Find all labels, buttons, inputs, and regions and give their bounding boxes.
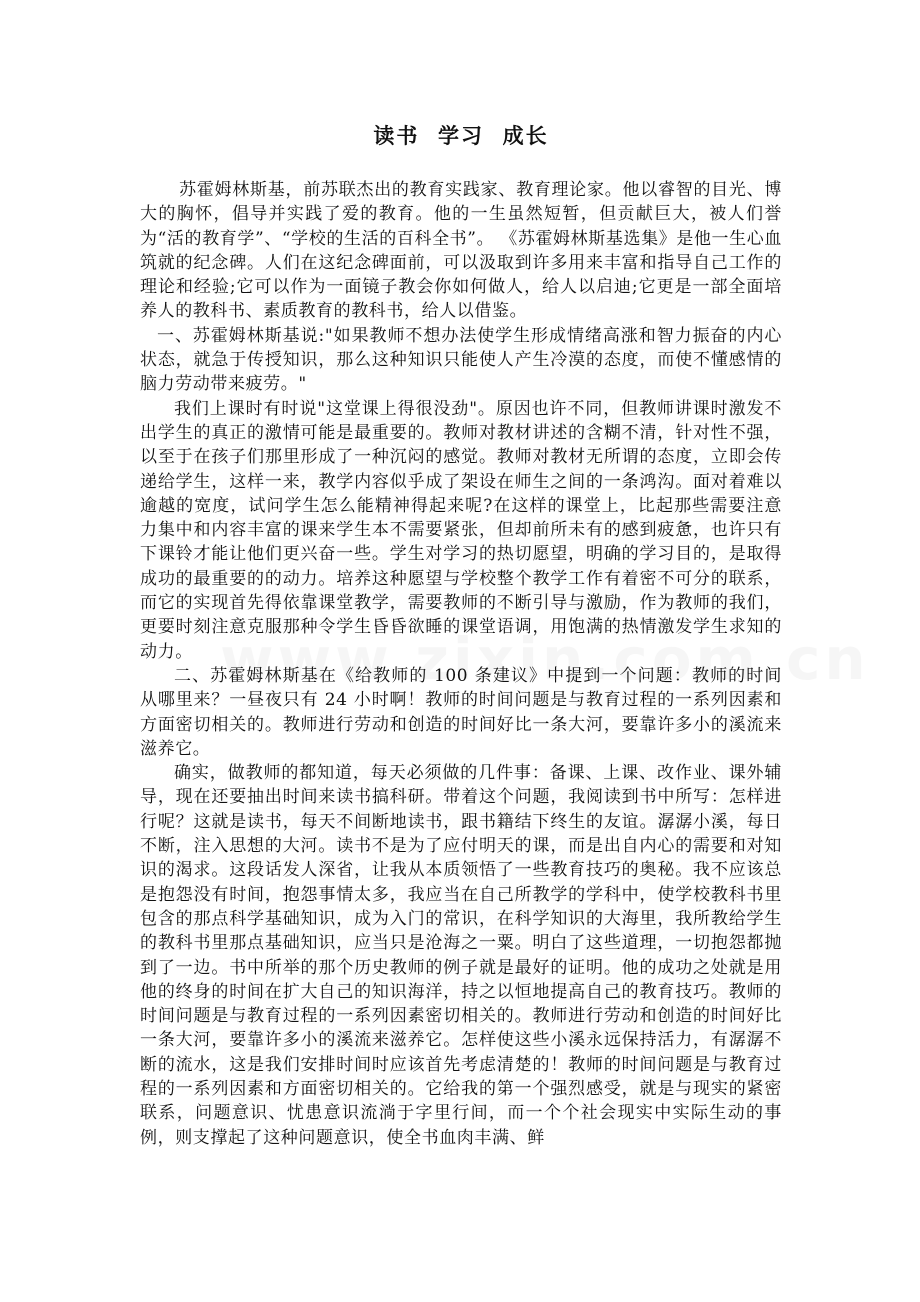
paragraph-section-one: 一、苏霍姆林斯基说:"如果教师不想办法使学生形成情绪高涨和智力振奋的内心状态，就急于传授知识，那么这种知识只能使人产生冷漠的态度，而使不懂感情的脑力劳动带来疲劳。" xyxy=(140,325,782,395)
paragraph-section-two: 二、苏霍姆林斯基在《给教师的 100 条建议》中提到一个问题：教师的时间从哪里来？一昼夜只有 24 小时啊！教师的时间问题是与教育过程的一系列因素和方面密切相关的。教师进行劳动和创造的时间好比一条大河，要靠许多小的溪流来滋养它。 xyxy=(140,665,782,759)
paragraph-reading: 确实，做教师的都知道，每天必须做的几件事：备课、上课、改作业、课外辅导，现在还要抽出时间来读书搞科研。带着这个问题，我阅读到书中所写：怎样进行呢？这就是读书，每天不间断地读书，跟书籍结下终生的友谊。潺潺小溪，每日不断，注入思想的大河。读书不是为了应付明天的课，而是出自内心的需要和对知识的渴求。这段话发人深省，让我从本质领悟了一些教育技巧的奥秘。我不应该总是抱怨没有时间，抱怨事情太多，我应当在自己所教学的学科中，使学校教科书里包含的那点科学基础知识，成为入门的常识，在科学知识的大海里，我所教给学生的教科书里那点基础知识，应当只是沧海之一粟。明白了这些道理，一切抱怨都抛到了一边。书中所举的那个历史教师的例子就是最好的证明。他的成功之处就是用他的终身的时间在扩大自己的知识海洋，持之以恒地提高自己的教育技巧。教师的时间问题是与教育过程的一系列因素密切相关的。教师进行劳动和创造的时间好比一条大河，要靠许多小的溪流来滋养它。怎样使这些小溪永远保持活力，有潺潺不断的流水，这是我们安排时间时应该首先考虑清楚的！教师的时间问题是与教育过程的一系列因素和方面密切相关的。它给我的第一个强烈感受，就是与现实的紧密联系，问题意识、忧患意识流淌于字里行间，而一个个社会现实中实际生动的事例，则支撑起了这种问题意识，使全书血肉丰满、鲜 xyxy=(140,763,782,1148)
paragraph-classroom: 我们上课时有时说"这堂课上得很没劲"。原因也许不同，但教师讲课时激发不出学生的真正的激情可能是最重要的。教师对教材讲述的含糊不清，针对性不强，以至于在孩子们那里形成了一种沉闷的感觉。教师对教材无所谓的态度，立即会传递给学生，这样一来，教学内容似乎成了架设在师生之间的一条鸿沟。面对着难以逾越的宽度，试问学生怎么能精神得起来呢?在这样的课堂上，比起那些需要注意力集中和内容丰富的课来学生本不需要紧张，但却前所未有的感到疲惫，也许只有下课铃才能让他们更兴奋一些。学生对学习的热切愿望，明确的学习目的，是取得成功的最重要的的动力。培养这种愿望与学校整个教学工作有着密不可分的联系，而它的实现首先得依靠课堂教学，需要教师的不断引导与激励，作为教师的我们，更要时刻注意克服那种令学生昏昏欲睡的课堂语调，用饱满的热情激发学生求知的动力。 xyxy=(140,398,782,662)
document-title: 读书 学习 成长 xyxy=(373,124,549,148)
paragraph-intro: 苏霍姆林斯基，前苏联杰出的教育实践家、教育理论家。他以睿智的目光、博大的胸怀，倡导并实践了爱的教育。他的一生虽然短暂，但贡献巨大，被人们誉为“活的教育学”、“学校的生活的百科全书”。 《苏霍姆林斯基选集》是他一生心血筑就的纪念碑。人们在这纪念碑面前，可以汲取到许多用来丰富和指导自己工作的理论和经验;它可以作为一面镜子教会你如何做人，给人以启迪;它更是一部全面培养人的教科书、素质教育的教科书，给人以借鉴。 xyxy=(140,180,782,322)
document-page xyxy=(140,120,782,1150)
